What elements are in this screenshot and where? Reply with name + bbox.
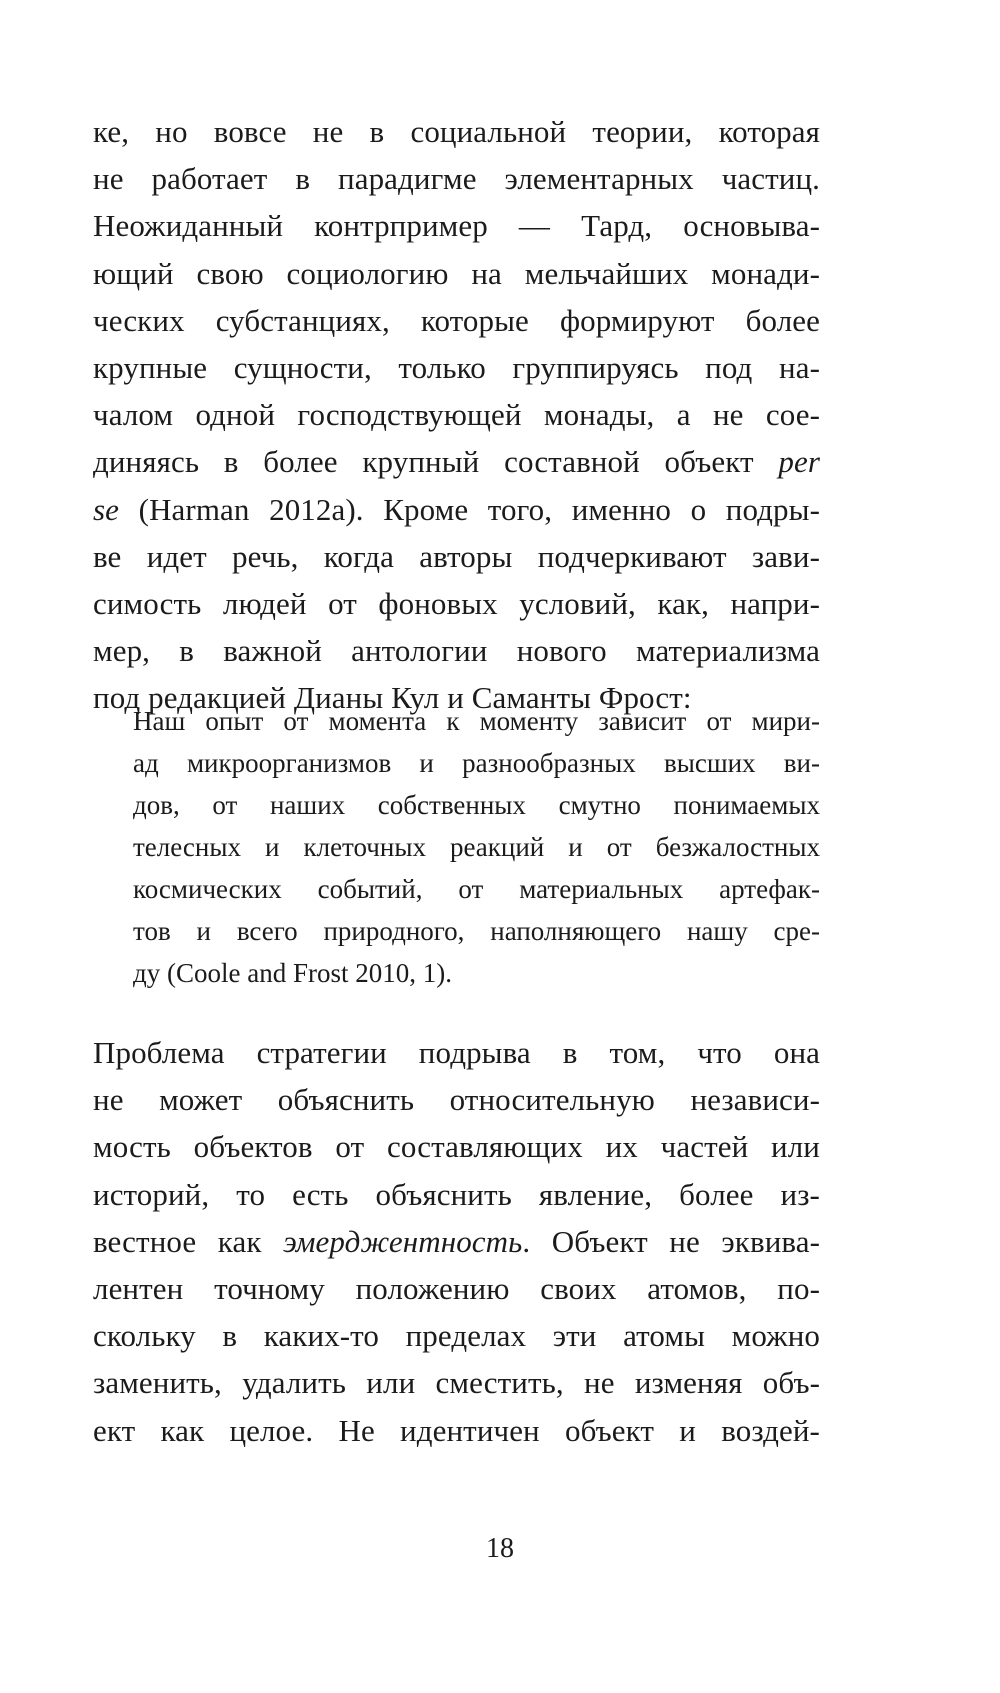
paragraph-2-line-7: скольку в каких-то пределах эти атомы можно (93, 1318, 820, 1354)
paragraph-2-line-5-text-b: . Объект не эквива- (522, 1223, 820, 1259)
quote-line-1: Наш опыт от момента к моменту зависит от мири- (133, 706, 820, 736)
block-quote (133, 700, 820, 994)
quote-line-7: ду (Coole and Frost 2010, 1). (133, 958, 452, 988)
paragraph-1-italic-per: per (778, 444, 820, 480)
paragraph-1 (93, 108, 820, 722)
paragraph-1-line-12: мер, в важной антологии нового материализма (93, 633, 820, 669)
paragraph-1-line-3: Неожиданный контрпример — Тард, основыва- (93, 208, 820, 244)
paragraph-2-line-2: не может объяснить относительную независи- (93, 1082, 820, 1118)
paragraph-1-line-1: ке, но вовсе не в социальной теории, которая (93, 114, 820, 149)
paragraph-2 (93, 1029, 820, 1454)
paragraph-2-italic-term: эмерджентность (283, 1223, 523, 1259)
paragraph-2-line-1: Проблема стратегии подрыва в том, что она (93, 1035, 820, 1070)
paragraph-2-line-9: ект как целое. Не идентичен объект и воздей- (93, 1412, 820, 1448)
paragraph-1-line-6: крупные сущности, только группируясь под на- (93, 350, 820, 386)
paragraph-1-line-8 (93, 438, 820, 485)
paragraph-2-line-6: лентен точному положению своих атомов, по- (93, 1271, 820, 1307)
paragraph-1-italic-se: se (93, 491, 120, 527)
paragraph-2-line-5 (93, 1218, 820, 1265)
paragraph-1-line-7: чалом одной господствующей монады, а не сое- (93, 397, 820, 433)
paragraph-2-line-4: историй, то есть объяснить явление, более из- (93, 1176, 820, 1212)
quote-line-2: ад микроорганизмов и разнообразных высших ви- (133, 748, 820, 778)
paragraph-1-line-9 (93, 486, 820, 533)
quote-line-5: космических событий, от материальных артефак- (133, 874, 820, 904)
paragraph-2-line-3: мость объектов от составляющих их частей или (93, 1129, 820, 1165)
paragraph-1-line-11: симость людей от фоновых условий, как, напри- (93, 586, 820, 622)
paragraph-1-line-2: не работает в парадигме элементарных частиц. (93, 161, 820, 197)
paragraph-1-line-9-text: (Harman 2012a). Кроме того, именно о подры- (138, 491, 820, 527)
quote-line-3: дов, от наших собственных смутно понимаемых (133, 790, 820, 820)
page-number: 18 (486, 1533, 514, 1564)
paragraph-1-line-4: ющий свою социологию на мельчайших монади- (93, 255, 820, 291)
paragraph-2-line-8: заменить, удалить или сместить, не изменяя объ- (93, 1365, 820, 1401)
paragraph-1-line-13: под редакцией Дианы Кул и Саманты Фрост: (93, 680, 692, 716)
paragraph-1-line-10: ве идет речь, когда авторы подчеркивают зави- (93, 538, 820, 574)
quote-line-4: телесных и клеточных реакций и от безжалостных (133, 832, 820, 862)
paragraph-1-line-5: ческих субстанциях, которые формируют более (93, 302, 820, 338)
quote-line-6: тов и всего природного, наполняющего нашу сре- (133, 916, 820, 946)
paragraph-1-line-8-text: диняясь в более крупный составной объект (93, 444, 754, 480)
paragraph-2-line-5-text-a: вестное как (93, 1223, 262, 1259)
